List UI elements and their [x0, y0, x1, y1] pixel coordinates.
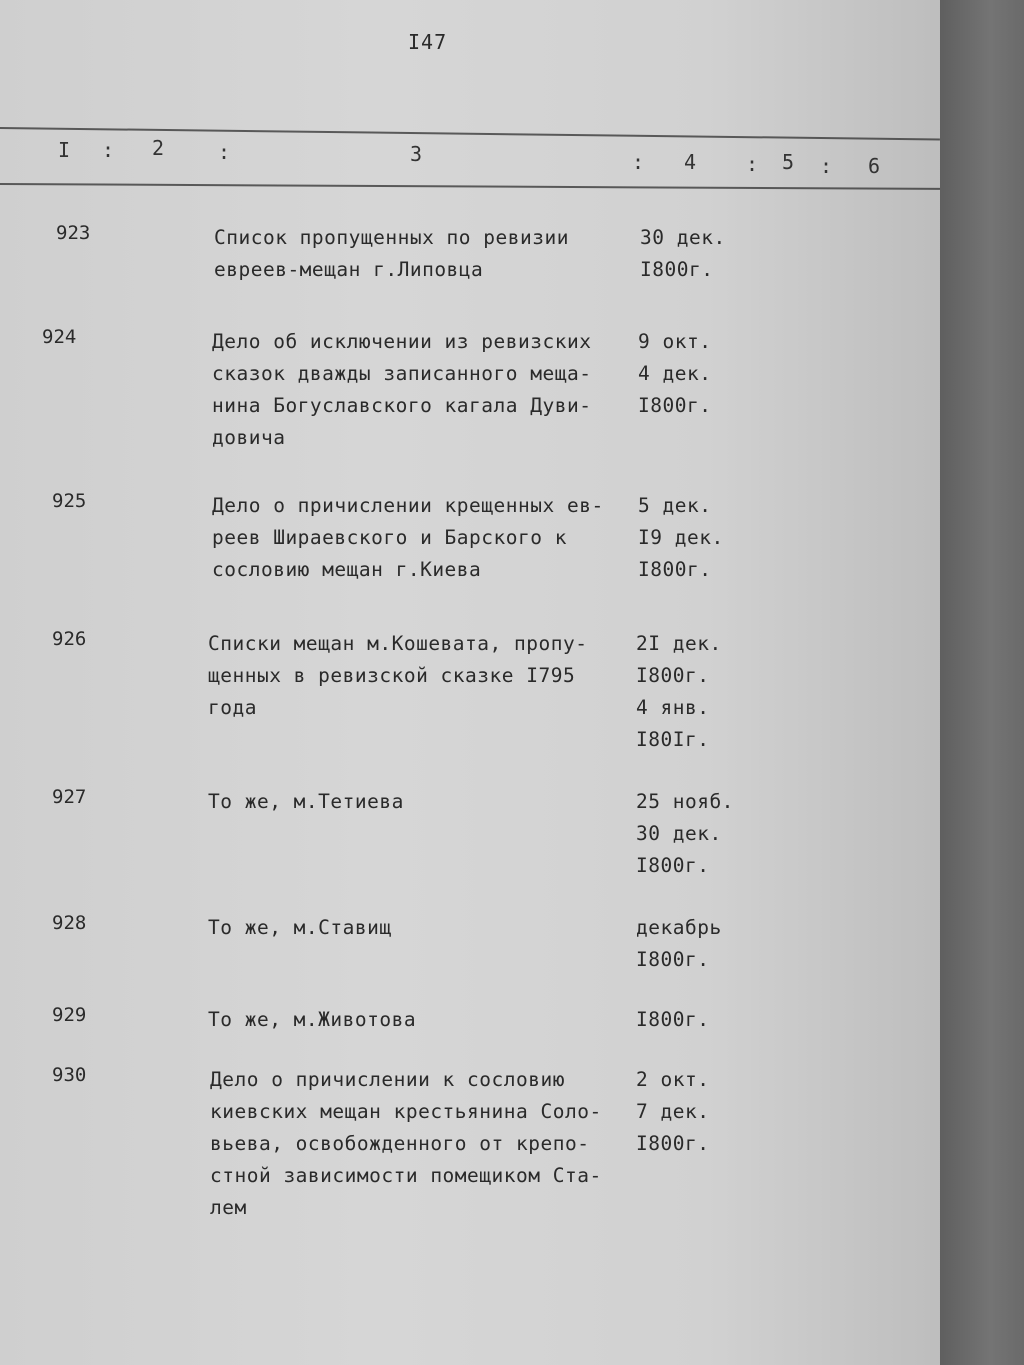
- title-line: Дело об исключении из ревизских: [212, 330, 592, 353]
- column-header-2: 2: [152, 136, 165, 160]
- row-dates: [636, 912, 766, 976]
- title-line: евреев-мещан г.Липовца: [214, 258, 484, 281]
- title-line: То же, м.Ставищ: [208, 916, 392, 939]
- row-dates: [640, 222, 770, 286]
- page-number: I47: [408, 30, 448, 54]
- row-number: 928: [52, 912, 87, 934]
- date-line: 30 дек.: [636, 822, 722, 845]
- date-line: декабрь: [636, 916, 722, 939]
- column-header-3: 3: [410, 142, 423, 166]
- row-dates: [636, 1004, 766, 1036]
- column-separator: :: [746, 152, 759, 176]
- date-line: 9 окт.: [638, 330, 712, 353]
- date-line: I800г.: [636, 664, 710, 687]
- row-number: 925: [52, 490, 87, 512]
- row-title: [208, 628, 628, 724]
- title-line: Списки мещан м.Кошевата, пропу-: [208, 632, 588, 655]
- title-line: стной зависимости помещиком Ста-: [210, 1164, 602, 1187]
- column-separator: :: [218, 140, 231, 164]
- title-line: щенных в ревизской сказке I795: [208, 664, 576, 687]
- row-number: 926: [52, 628, 87, 650]
- date-line: I800г.: [638, 558, 712, 581]
- row-title: [208, 786, 628, 818]
- row-number: 924: [42, 326, 77, 348]
- date-line: I9 дек.: [638, 526, 724, 549]
- title-line: сказок дважды записанного меща-: [212, 362, 592, 385]
- date-line: 2I дек.: [636, 632, 722, 655]
- row-dates: [638, 326, 768, 422]
- row-title: [210, 1064, 630, 1224]
- date-line: 30 дек.: [640, 226, 726, 249]
- row-title: [208, 1004, 628, 1036]
- title-line: То же, м.Тетиева: [208, 790, 404, 813]
- date-line: I800г.: [636, 1008, 710, 1031]
- column-header-6: 6: [868, 154, 881, 178]
- header-top-rule: [0, 127, 940, 140]
- row-dates: [636, 1064, 766, 1160]
- title-line: вьева, освобожденного от крепо-: [210, 1132, 590, 1155]
- title-line: лем: [210, 1196, 247, 1219]
- row-title: [214, 222, 634, 286]
- row-number: 930: [52, 1064, 87, 1086]
- date-line: I800г.: [636, 1132, 710, 1155]
- title-line: Список пропущенных по ревизии: [214, 226, 569, 249]
- column-separator: :: [820, 154, 833, 178]
- row-title: [208, 912, 628, 944]
- date-line: 4 янв.: [636, 696, 710, 719]
- title-line: сословию мещан г.Киева: [212, 558, 482, 581]
- row-number: 929: [52, 1004, 87, 1026]
- column-separator: :: [102, 138, 115, 162]
- row-number: 923: [56, 222, 91, 244]
- title-line: года: [208, 696, 257, 719]
- title-line: Дело о причислении крещенных ев-: [212, 494, 604, 517]
- title-line: То же, м.Животова: [208, 1008, 417, 1031]
- row-title: [212, 490, 632, 586]
- background-edge: [940, 0, 1024, 1365]
- row-number: 927: [52, 786, 87, 808]
- date-line: I800г.: [636, 948, 710, 971]
- row-dates: [636, 786, 766, 882]
- header-bottom-rule: [0, 183, 940, 190]
- date-line: 2 окт.: [636, 1068, 710, 1091]
- title-line: киевских мещан крестьянина Соло-: [210, 1100, 602, 1123]
- row-dates: [636, 628, 766, 756]
- column-header-1: I: [58, 138, 71, 162]
- date-line: I800г.: [640, 258, 714, 281]
- column-separator: :: [632, 150, 645, 174]
- row-title: [212, 326, 632, 454]
- date-line: I80Iг.: [636, 728, 710, 751]
- row-dates: [638, 490, 768, 586]
- column-header-4: 4: [684, 150, 697, 174]
- date-line: 25 нояб.: [636, 790, 734, 813]
- date-line: 5 дек.: [638, 494, 712, 517]
- title-line: нина Богуславского кагала Дуви-: [212, 394, 592, 417]
- date-line: I800г.: [636, 854, 710, 877]
- title-line: Дело о причислении к сословию: [210, 1068, 565, 1091]
- date-line: I800г.: [638, 394, 712, 417]
- column-header-5: 5: [782, 150, 795, 174]
- title-line: реев Шираевского и Барского к: [212, 526, 567, 549]
- date-line: 7 дек.: [636, 1100, 710, 1123]
- title-line: довича: [212, 426, 286, 449]
- date-line: 4 дек.: [638, 362, 712, 385]
